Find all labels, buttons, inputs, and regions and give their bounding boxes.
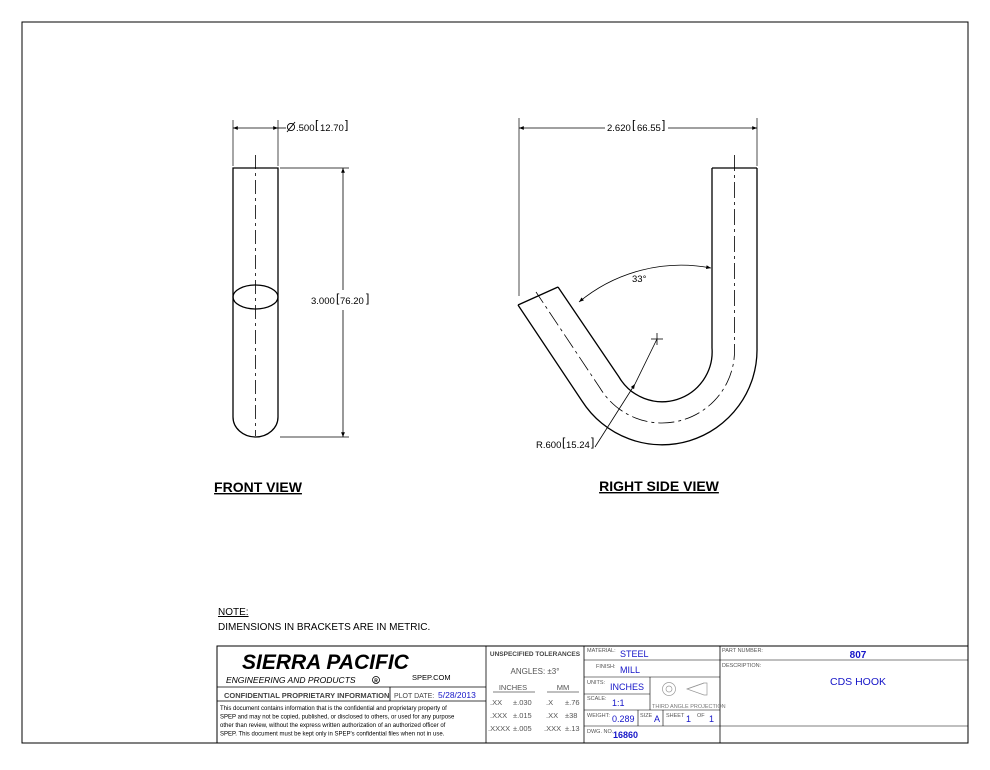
tolerance-row <box>490 711 577 720</box>
diameter-dim-text: .500 <box>296 123 315 134</box>
front-view-title: FRONT VIEW <box>214 479 302 495</box>
svg-text:]: ] <box>662 117 666 132</box>
sheet-border <box>22 22 968 743</box>
disclaimer-line-2: SPEP and may not be copied, published, or disclosed to others, or used for any purpose <box>220 714 455 721</box>
disclaimer-line-1: This document contains information that is the confidential and proprietary property of <box>220 706 447 712</box>
tolerance-inches-header: INCHES <box>498 683 528 692</box>
weight-value: 0.289 <box>612 714 635 724</box>
scale-value: 1:1 <box>612 698 625 708</box>
size-label: SIZE <box>640 713 653 719</box>
tolerances-label: UNSPECIFIED TOLERANCES <box>489 651 581 658</box>
tolerance-mm-header: MM <box>556 683 570 692</box>
company-website: SPEP.COM <box>412 673 451 682</box>
material-label: MATERIAL: <box>587 648 616 654</box>
company-subtitle: ENGINEERING AND PRODUCTS <box>226 675 356 685</box>
finish-label: FINISH: <box>596 664 616 670</box>
svg-text:]: ] <box>591 435 595 449</box>
scale-label: SCALE: <box>587 696 607 702</box>
height-metric-text: 76.20 <box>340 296 364 307</box>
front-view <box>214 118 369 496</box>
right-side-view <box>518 118 757 495</box>
disclaimer-line-3: other than review, without the express written authorization of an authorized officer of <box>220 723 446 729</box>
svg-text:±.13: ±.13 <box>565 724 580 733</box>
width-metric-text: 66.55 <box>637 123 661 134</box>
title-block <box>217 646 968 743</box>
svg-text:]: ] <box>366 291 370 305</box>
plot-date-label: PLOT DATE: <box>394 693 435 700</box>
of-label: OF <box>697 713 705 719</box>
svg-text:±.030: ±.030 <box>513 698 532 707</box>
dwg-no-label: DWG. NO. <box>587 729 614 735</box>
plot-date-value: 5/28/2013 <box>438 690 476 700</box>
height-dim-text: 3.000 <box>311 296 335 307</box>
svg-text:[: [ <box>336 291 340 305</box>
tolerance-angles: ANGLES: ±3° <box>510 667 560 676</box>
confidential-label: CONFIDENTIAL PROPRIETARY INFORMATION <box>224 691 390 700</box>
svg-text:±.005: ±.005 <box>513 724 532 733</box>
tolerance-row <box>488 724 580 733</box>
company-name: SIERRA PACIFIC <box>242 651 409 674</box>
part-number-value: 807 <box>849 650 867 661</box>
svg-text:.XXXX: .XXXX <box>488 724 511 733</box>
svg-text:.XX: .XX <box>490 698 503 707</box>
svg-text:.XXX: .XXX <box>490 711 508 720</box>
sheet-value: 1 <box>686 714 692 724</box>
material-value: STEEL <box>620 649 649 659</box>
svg-text:[: [ <box>632 117 636 132</box>
note-text: DIMENSIONS IN BRACKETS ARE IN METRIC. <box>218 622 431 633</box>
size-value: A <box>654 714 661 724</box>
hook-outer-edge <box>518 168 757 445</box>
description-value: CDS HOOK <box>829 676 887 688</box>
svg-text:.XXX: .XXX <box>544 724 562 733</box>
description-label: DESCRIPTION: <box>722 663 762 669</box>
svg-text:]: ] <box>345 117 349 132</box>
svg-text:±.76: ±.76 <box>565 698 580 707</box>
part-number-label: PART NUMBER: <box>722 648 763 654</box>
hook-angled-end <box>518 287 558 305</box>
projection-label: THIRD ANGLE PROJECTION <box>652 704 726 710</box>
svg-text:±38: ±38 <box>565 711 578 720</box>
disclaimer-line-4: SPEP. This document must be kept only in SPEP's confidential files when not in use. <box>220 731 445 738</box>
finish-value: MILL <box>620 665 641 675</box>
diameter-metric-text: 12.70 <box>320 123 344 134</box>
third-angle-projection-icon <box>663 683 708 696</box>
sheet-total-value: 1 <box>709 714 715 724</box>
registered-mark-icon <box>373 677 380 685</box>
svg-text:.X: .X <box>546 698 554 707</box>
weight-label: WEIGHT: <box>587 713 610 719</box>
angle-dim-text: 33° <box>632 274 647 285</box>
note-heading: NOTE: <box>218 607 249 618</box>
svg-text:[: [ <box>562 435 566 449</box>
svg-text:±.015: ±.015 <box>513 711 532 720</box>
radius-dim-text: R.600 <box>536 440 562 451</box>
right-side-view-title: RIGHT SIDE VIEW <box>599 478 719 494</box>
units-value: INCHES <box>610 682 645 692</box>
radius-metric-text: 15.24 <box>566 440 590 451</box>
svg-text:.XX: .XX <box>546 711 559 720</box>
units-label: UNITS: <box>587 680 606 686</box>
bracket-open: [ <box>315 117 319 132</box>
sheet-label: SHEET <box>666 713 685 719</box>
dwg-no-value: 16860 <box>613 730 639 740</box>
svg-text:R: R <box>374 678 378 685</box>
tolerance-row <box>490 698 580 707</box>
diameter-symbol-icon <box>287 122 295 132</box>
width-dim-text: 2.620 <box>607 123 631 134</box>
radius-leader <box>595 384 635 447</box>
